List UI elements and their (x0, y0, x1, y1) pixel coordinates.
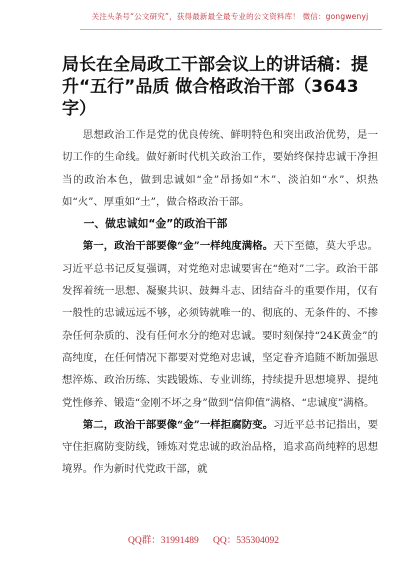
paragraph-lead: 第一，政治干部要像“金”一样纯度满格。 (82, 240, 274, 253)
intro-paragraph: 思想政治工作是党的优良传统、鲜明特色和突出政治优势，是一切工作的生命线。做好新时代机关政治工作，要始终保持忠诚干净担当的政治本色，做到忠诚如“金”昂扬如“木”、淡泊如“水”、炽热如“火”、厚重如“土”，做合格政治干部。 (62, 129, 378, 208)
header-divider (80, 29, 382, 30)
page-footer (0, 534, 408, 548)
qq-number: QQ：535304092 (213, 536, 279, 546)
paragraph-lead: 第二，政治干部要像“金”一样拒腐防变。 (82, 418, 274, 431)
body-paragraph (62, 414, 378, 481)
paragraph-text: 习近平总书记指出，要守住拒腐防变防线，锤炼对党忠诚的政治品格，追求高尚纯粹的思想境界。作为新时代党政干部，就 (62, 418, 379, 476)
qq-group-number: QQ群：31991489 (128, 536, 199, 546)
body-paragraph (62, 235, 378, 413)
header-note: 关注头条号“公文研究”，获得最新最全最专业的公文资料库！ 微信：gongwenyj (91, 12, 369, 21)
document-title: 局长在全局政工干部会议上的讲话稿：提升“五行”品质 做合格政治干部（3643字） (62, 55, 368, 119)
document-body (62, 124, 378, 481)
paragraph-text: 天下至德，莫大乎忠。习近平总书记反复强调，对党绝对忠诚要害在“绝对”二字。政治干部发挥着统一思想、凝聚共识、鼓舞斗志、团结奋斗的重要作用，仅有一般性的忠诚远远不够，必须铸就唯一的、彻底的、无条件的、不掺杂任何杂质的、没有任何水分的绝对忠诚。要时刻保持“24K黄金”的高纯度，在任何情况下都要对党绝对忠诚，坚定眷齐追随不断加强思想淬炼、政治历练、实践锻炼、专业训练，持续提升思想境界、提纯党性修养、锻造“金刚不坏之身”做到“信仰值”满格、“忠诚度”满格。 (62, 240, 379, 409)
section-heading: 一、做忠诚如“金”的政治干部 (83, 217, 228, 231)
